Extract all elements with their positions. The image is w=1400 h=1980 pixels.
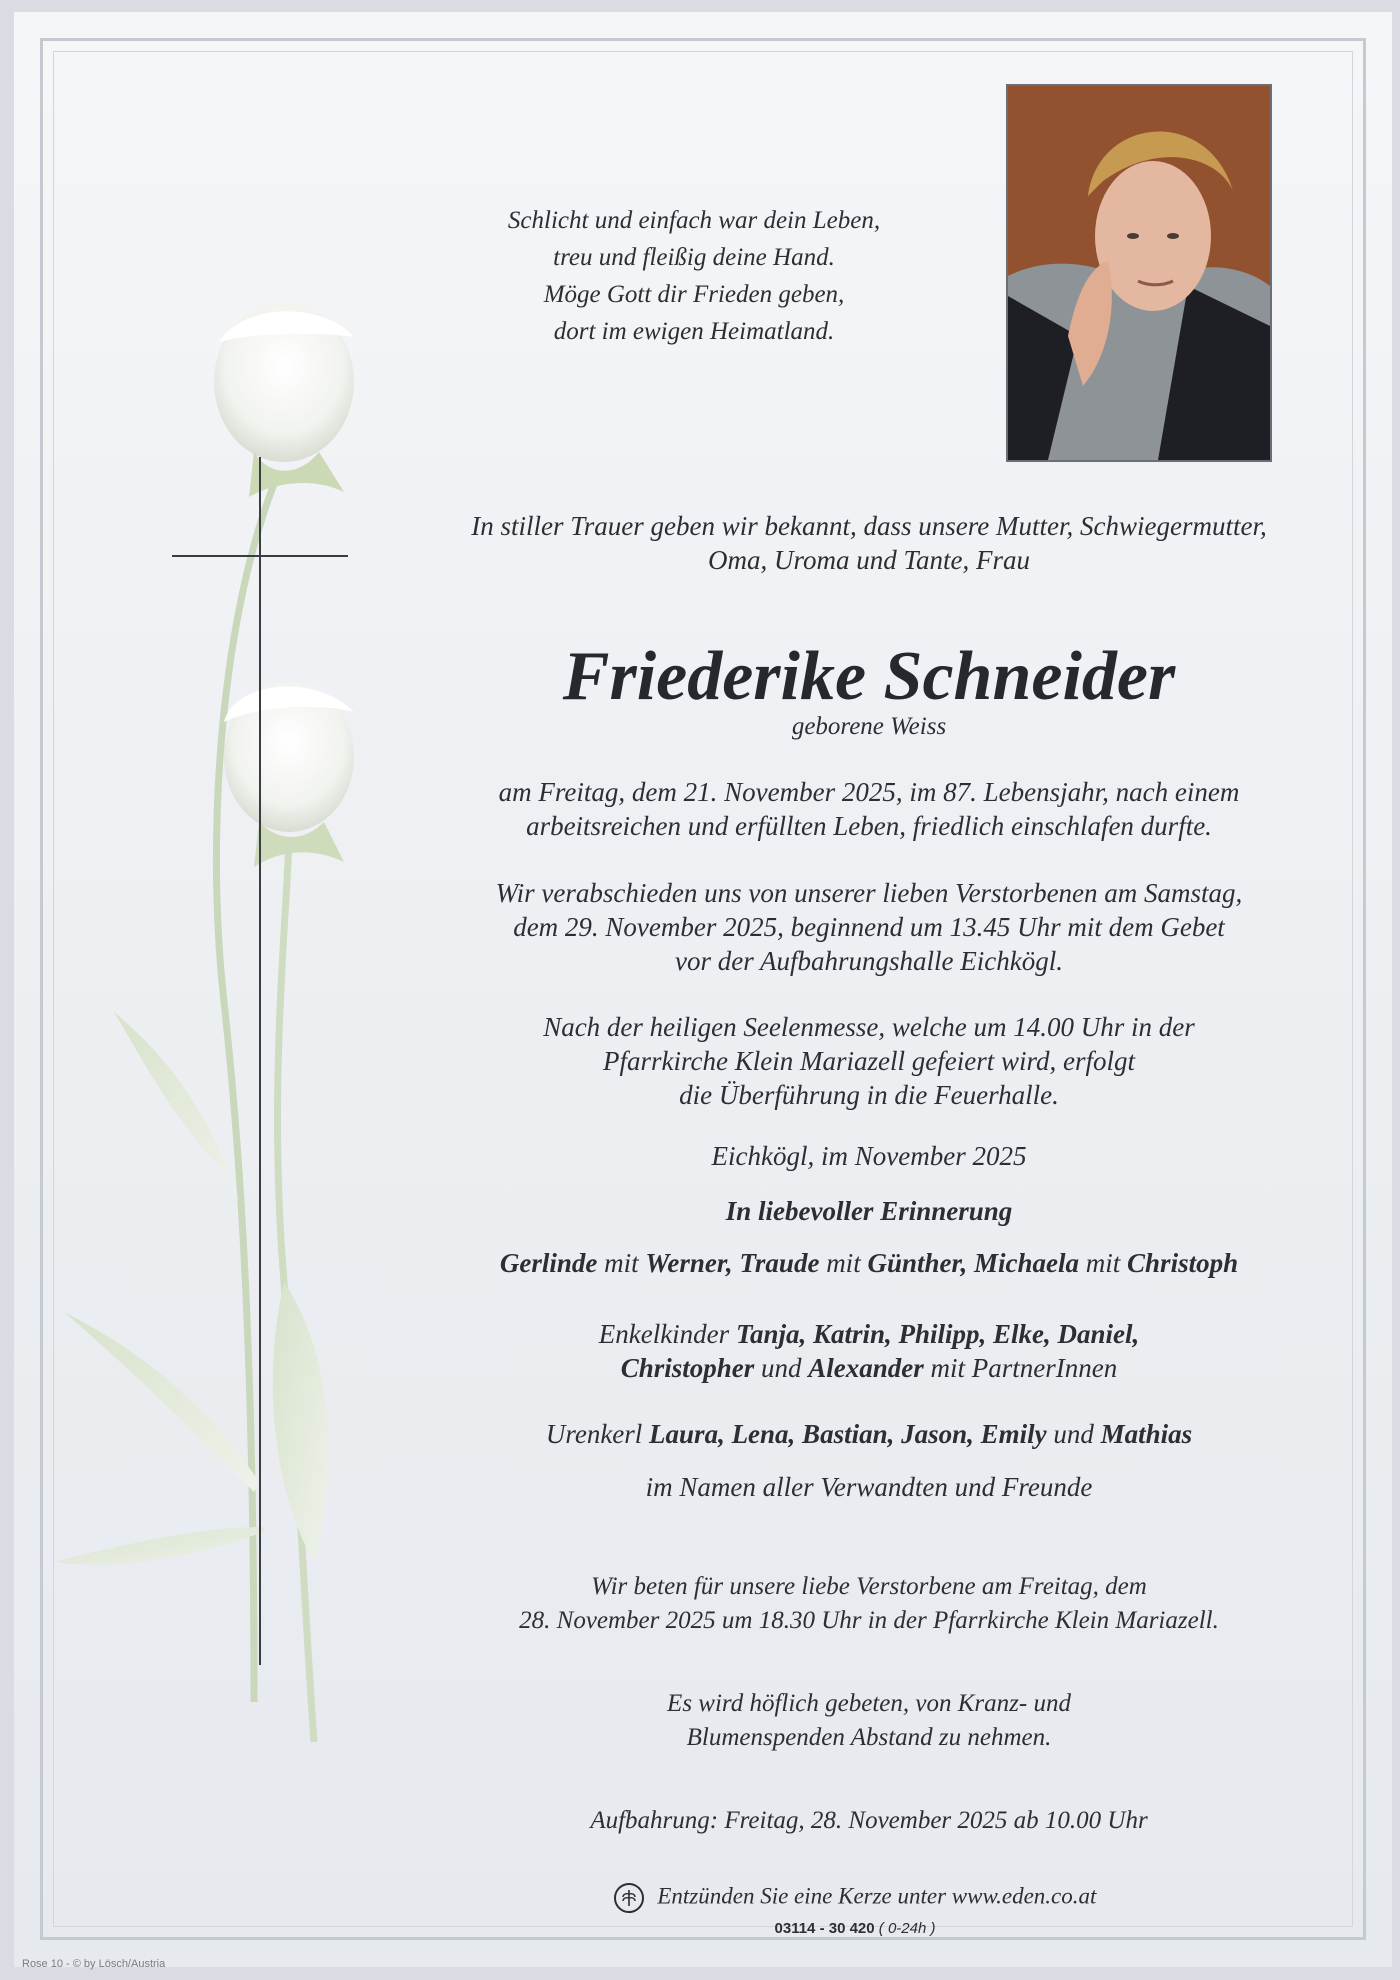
request-line: Es wird höflich gebeten, von Kranz- und [667,1690,1071,1717]
relatives-line: im Namen aller Verwandten und Freunde [645,1472,1093,1502]
mass-line: Nach der heiligen Seelenmesse, welche um 14.00 Uhr in der [543,1012,1195,1042]
family-name: Mathias [1100,1419,1193,1449]
poem [434,202,954,350]
memory-heading: In liebevoller Erinnerung [725,1196,1013,1226]
deceased-name: Friederike Schneider [562,638,1176,715]
grandchildren-suffix: mit PartnerInnen [930,1353,1118,1383]
request-line: Blumenspenden Abstand zu nehmen. [686,1724,1052,1751]
portrait-image [1008,86,1270,460]
death-notice [404,775,1334,843]
poem-line: treu und fleißig deine Hand. [553,244,835,271]
great-grandchildren-prefix: Urenkerl [545,1419,643,1449]
farewell-line: Wir verabschieden uns von unserer lieben Verstorbenen am Samstag, [495,878,1243,908]
family-name: Michaela [974,1248,1080,1278]
grandchildren-line [404,1351,1334,1385]
family-name: Werner, [645,1248,733,1278]
great-grandchildren-line [404,1417,1334,1451]
candle-link-text[interactable]: Entzünden Sie eine Kerze unter www.eden.co.at [657,1883,1097,1909]
place-date: Eichkögl, im November 2025 [711,1141,1027,1171]
poem-line: Möge Gott dir Frieden geben, [543,281,845,308]
farewell-text [404,876,1334,978]
death-notice-line: am Freitag, dem 21. November 2025, im 87. Lebensjahr, nach einem [498,777,1240,807]
connector-text: mit [604,1248,639,1278]
intro-line: Oma, Uroma und Tante, Frau [707,545,1031,575]
family-name: Traude [739,1248,820,1278]
prayer-line: Wir beten für unsere liebe Verstorbene am Freitag, dem [591,1573,1147,1600]
candle-link-line[interactable] [390,1883,1320,1913]
connector-text: mit [1085,1248,1121,1278]
cross-horizontal [172,555,348,557]
prayer-text [404,1570,1334,1638]
birth-name: geborene Weiss [791,713,947,740]
mass-line: Pfarrkirche Klein Mariazell gefeiert wird, erfolgt [603,1046,1135,1076]
phone-number: 03114 - 30 420 [774,1920,875,1937]
farewell-line: vor der Aufbahrungshalle Eichkögl. [675,946,1063,976]
request-text [404,1687,1334,1755]
farewell-line: dem 29. November 2025, beginnend um 13.45 Uhr mit dem Gebet [513,912,1225,942]
poem-line: Schlicht und einfach war dein Leben, [507,207,881,234]
grandchildren-block [404,1317,1334,1385]
intro-line: In stiller Trauer geben wir bekannt, dass unsere Mutter, Schwiegermutter, [471,511,1267,541]
grandchildren-names: Tanja, Katrin, Philipp, Elke, Daniel, [735,1319,1140,1349]
intro-text [404,509,1334,577]
family-name: Christopher [620,1353,755,1383]
obituary-sheet [14,12,1392,1967]
phone-line [390,1920,1320,1937]
family-name: Alexander [808,1353,924,1383]
connector-text: mit [826,1248,861,1278]
poem-line: dort im ewigen Heimatland. [553,318,835,345]
mass-line: die Überführung in die Feuerhalle. [679,1080,1059,1110]
family-name: Christoph [1127,1248,1239,1278]
prayer-line: 28. November 2025 um 18.30 Uhr in der Pfarrkirche Klein Mariazell. [519,1607,1219,1634]
viewing-text: Aufbahrung: Freitag, 28. November 2025 ab 10.00 Uhr [590,1807,1148,1834]
mass-text [404,1010,1334,1112]
death-notice-line: arbeitsreichen und erfüllten Leben, friedlich einschlafen durfte. [526,811,1212,841]
cross-vertical [259,457,261,1665]
family-name: Gerlinde [499,1248,598,1278]
family-name: Günther, [867,1248,968,1278]
phone-hours: ( 0-24h ) [878,1920,936,1937]
credit-text: Rose 10 - © by Lösch/Austria [22,1958,166,1970]
grandchildren-line [404,1317,1334,1351]
connector-text: und [1053,1419,1094,1449]
children-line [404,1246,1334,1280]
great-grandchildren-names: Laura, Lena, Bastian, Jason, Emily [649,1419,1047,1449]
white-rose-illustration [54,302,414,1782]
connector-text: und [761,1353,802,1383]
candle-leaf-icon [614,1883,644,1913]
portrait-photo [1006,84,1272,462]
grandchildren-prefix: Enkelkinder [598,1319,730,1349]
